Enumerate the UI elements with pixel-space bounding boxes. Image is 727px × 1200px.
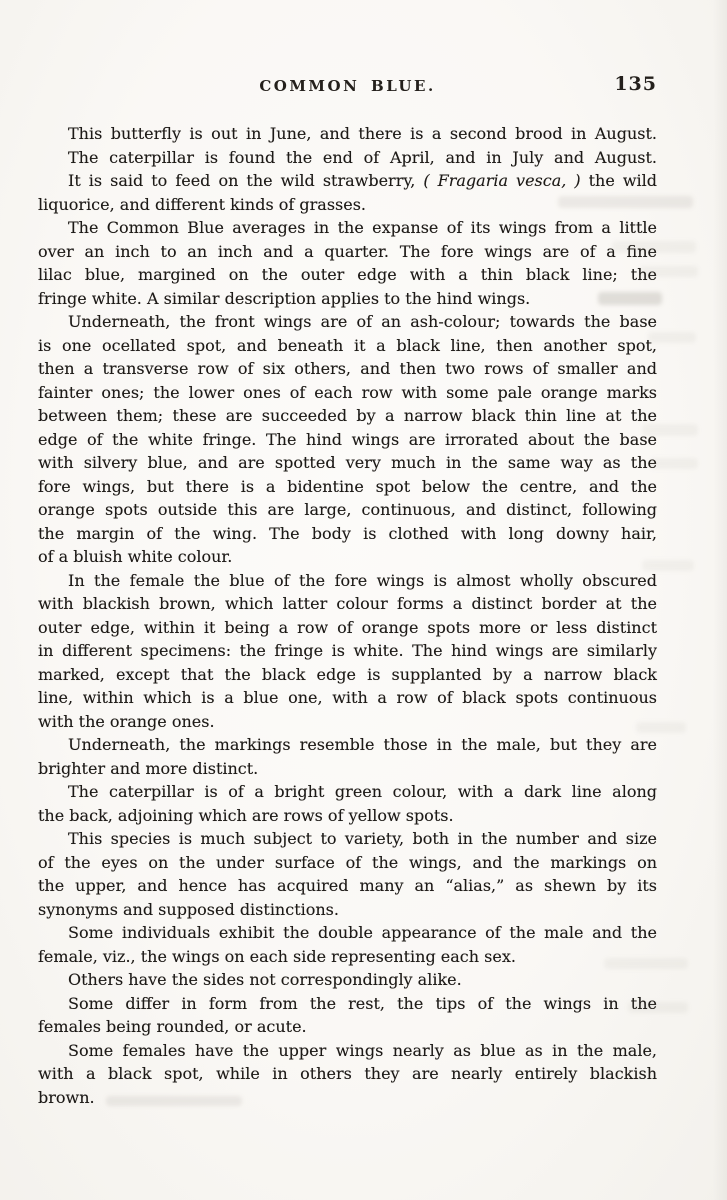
text-line: the upper, and hence has acquired many an “alias,” as shewn by its: [38, 876, 657, 895]
text-line: fringe white. A similar description applies to the hind wings.: [38, 288, 531, 308]
text-line: In the female the blue of the fore wings is almost wholly obscured: [68, 570, 657, 590]
text-line: Underneath, the markings resemble those in the male, but they are: [68, 735, 657, 754]
running-title: COMMON BLUE.: [259, 77, 436, 95]
text-line: lilac blue, margined on the outer edge with a thin black line; the: [38, 265, 657, 284]
text-line: marked, except that the black edge is supplanted by a narrow black: [38, 664, 657, 684]
text-line: [38, 169, 657, 193]
text-line: This butterfly is out in June, and there is a second brood in August.: [68, 124, 657, 143]
text-line: orange spots outside this are large, continuous, and distinct, following: [38, 500, 657, 519]
text-line: with blackish brown, which latter colour forms a distinct border at the: [38, 594, 657, 613]
page-body-text: [38, 122, 657, 1109]
text-line: the back, adjoining which are rows of yellow spots.: [38, 805, 454, 825]
text-line: is one ocellated spot, and beneath it a black line, then another spot,: [38, 335, 657, 355]
text-line: The caterpillar is of a bright green colour, with a dark line along: [68, 782, 657, 801]
species-latin-name: ( Fragaria vesca, ): [423, 171, 581, 190]
text-line: fore wings, but there is a bidentine spot below the centre, and the: [38, 476, 657, 496]
text-line: outer edge, within it being a row of orange spots more or less distinct: [38, 617, 657, 637]
text-line: female, viz., the wings on each side representing each sex.: [38, 946, 516, 966]
text-line: Some differ in form from the rest, the tips of the wings in the: [68, 993, 657, 1013]
text-line: in different specimens: the fringe is white. The hind wings are similarly: [38, 641, 657, 660]
text-line: with the orange ones.: [38, 711, 215, 731]
text-segment: the wild: [580, 171, 658, 190]
text-line: liquorice, and different kinds of grasses.: [38, 194, 366, 214]
text-line: synonyms and supposed distinctions.: [38, 899, 339, 919]
text-line: of a bluish white colour.: [38, 547, 233, 566]
text-line: between them; these are succeeded by a narrow black thin line at the: [38, 406, 657, 425]
text-line: then a transverse row of six others, and then two rows of smaller and: [38, 359, 657, 378]
text-line: This species is much subject to variety, both in the number and size: [68, 829, 657, 848]
text-line: edge of the white fringe. The hind wings are irrorated about the base: [38, 429, 657, 449]
text-line: females being rounded, or acute.: [38, 1017, 307, 1036]
page-number: 135: [614, 73, 657, 95]
bleed-through-artifact: [650, 458, 698, 469]
text-line: Others have the sides not correspondingly alike.: [68, 970, 462, 989]
text-line: the margin of the wing. The body is clothed with long downy hair,: [38, 523, 657, 543]
text-segment: It is said to feed on the wild strawberry,: [68, 171, 424, 190]
page-header: [38, 73, 657, 100]
text-line: Underneath, the front wings are of an ash-colour; towards the base: [68, 312, 657, 331]
text-line: line, within which is a blue one, with a row of black spots continuous: [38, 688, 657, 707]
text-line: fainter ones; the lower ones of each row with some pale orange marks: [38, 382, 657, 402]
text-line: brighter and more distinct.: [38, 758, 259, 778]
text-line: brown.: [38, 1087, 95, 1107]
text-line: with a black spot, while in others they are nearly entirely blackish: [38, 1064, 657, 1083]
text-line: over an inch to an inch and a quarter. The fore wings are of a fine: [38, 241, 657, 261]
text-line: Some females have the upper wings nearly as blue as in the male,: [68, 1040, 657, 1060]
text-line: of the eyes on the under surface of the wings, and the markings on: [38, 852, 657, 872]
text-line: The caterpillar is found the end of April, and in July and August.: [68, 147, 657, 167]
text-line: The Common Blue averages in the expanse of its wings from a little: [68, 218, 657, 237]
text-line: Some individuals exhibit the double appearance of the male and the: [68, 923, 657, 942]
text-line: with silvery blue, and are spotted very much in the same way as the: [38, 453, 657, 472]
